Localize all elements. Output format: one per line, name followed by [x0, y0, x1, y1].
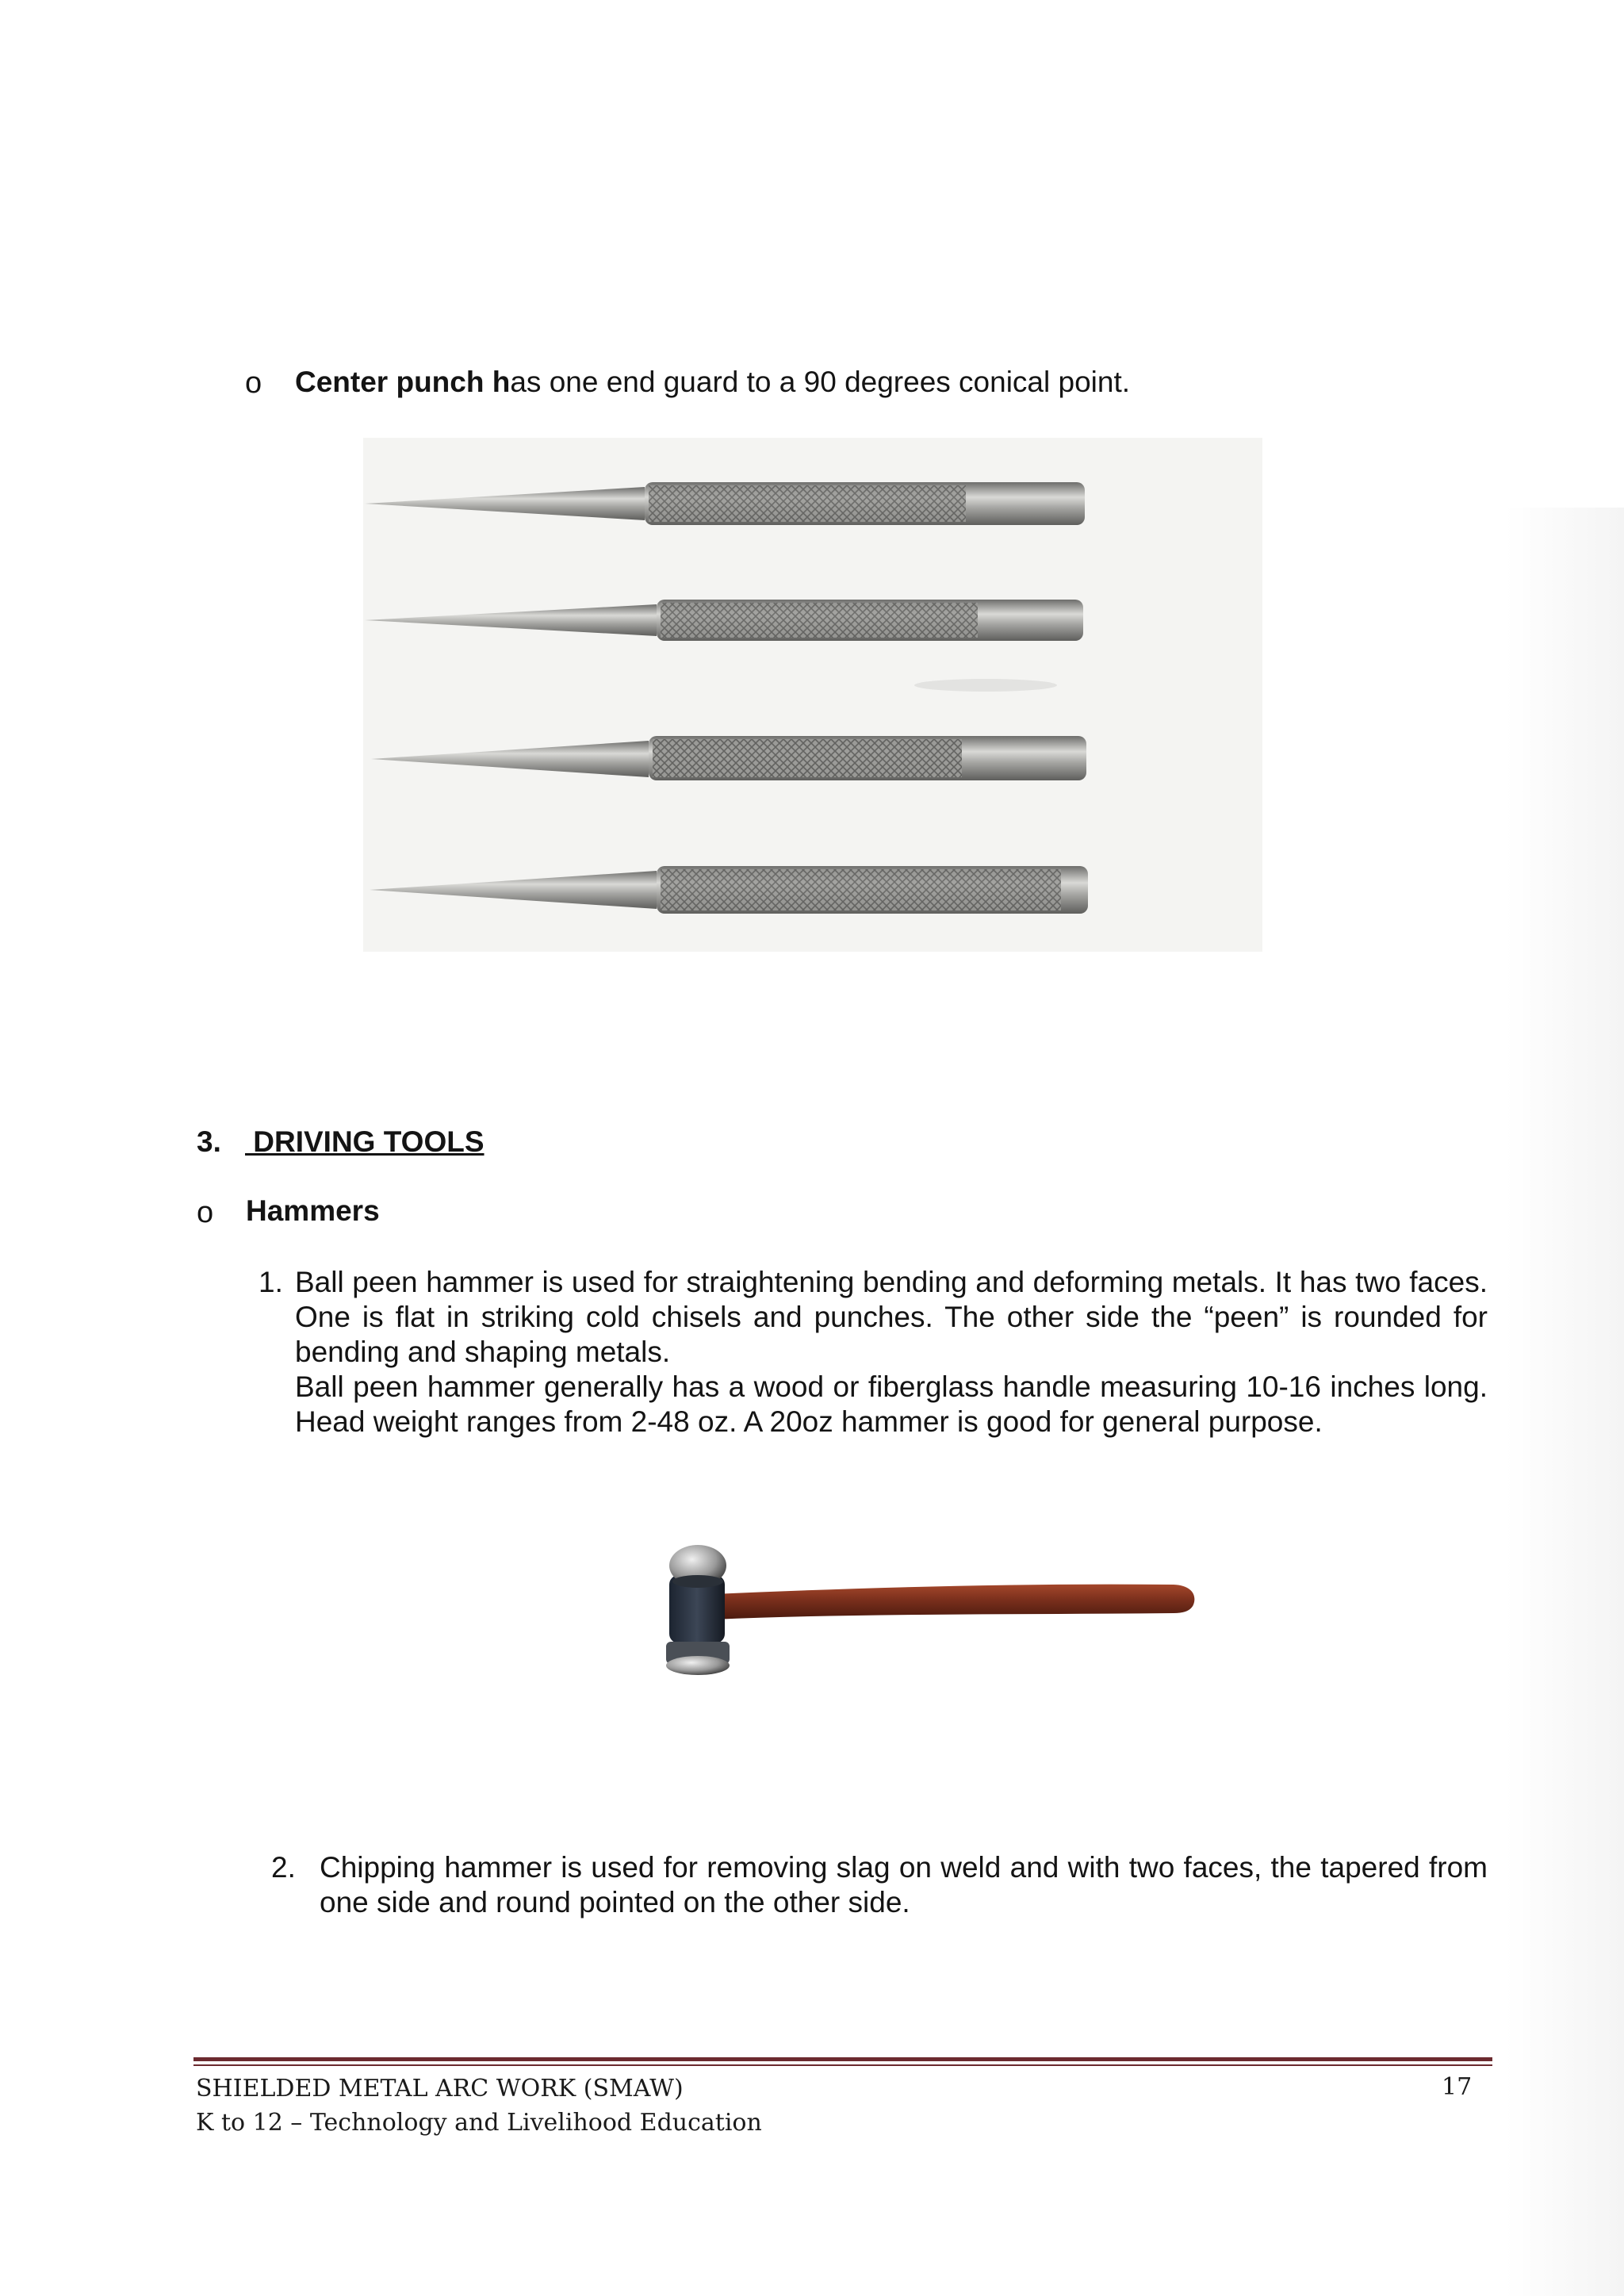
section-title: DRIVING TOOLS	[245, 1125, 485, 1158]
ball-peen-details: Ball peen hammer generally has a wood or fiberglass handle measuring 10-16 inches long. Head weight ranges from 2-48 oz. A 20oz hammer is good for general purpose.	[295, 1370, 1488, 1438]
footer-rule-thin	[193, 2064, 1492, 2066]
list-number: 2.	[271, 1851, 296, 1884]
page-number: 17	[1442, 2073, 1473, 2101]
bullet-marker: o	[197, 1196, 214, 1229]
center-punch-term: Center punch h	[295, 366, 511, 398]
ball-peen-hammer-image	[619, 1531, 1197, 1689]
list-number: 1.	[259, 1266, 283, 1298]
footer-rule	[193, 2057, 1492, 2061]
page-edge-shade	[1505, 508, 1624, 2296]
hammers-heading: Hammers	[246, 1194, 380, 1227]
center-punch-image	[363, 438, 1262, 952]
chipping-hammer-paragraph: Chipping hammer is used for removing slag on weld and with two faces, the tapered from one side and round pointed on the other side.	[320, 1851, 1488, 1918]
footer-program: K to 12 – Technology and Livelihood Education	[196, 2109, 762, 2137]
center-punch-definition	[295, 365, 1130, 400]
bullet-marker: o	[245, 366, 262, 400]
footer-course-title: SHIELDED METAL ARC WORK (SMAW)	[196, 2075, 684, 2102]
center-punch-text: as one end guard to a 90 degrees conical point.	[510, 366, 1131, 398]
section-number: 3.	[197, 1125, 221, 1158]
ball-peen-paragraph: Ball peen hammer is used for straightening bending and deforming metals. It has two faces. One is flat in striking cold chisels and punches. The other side the “peen” is rounded for bending and shaping metals.	[295, 1266, 1488, 1368]
